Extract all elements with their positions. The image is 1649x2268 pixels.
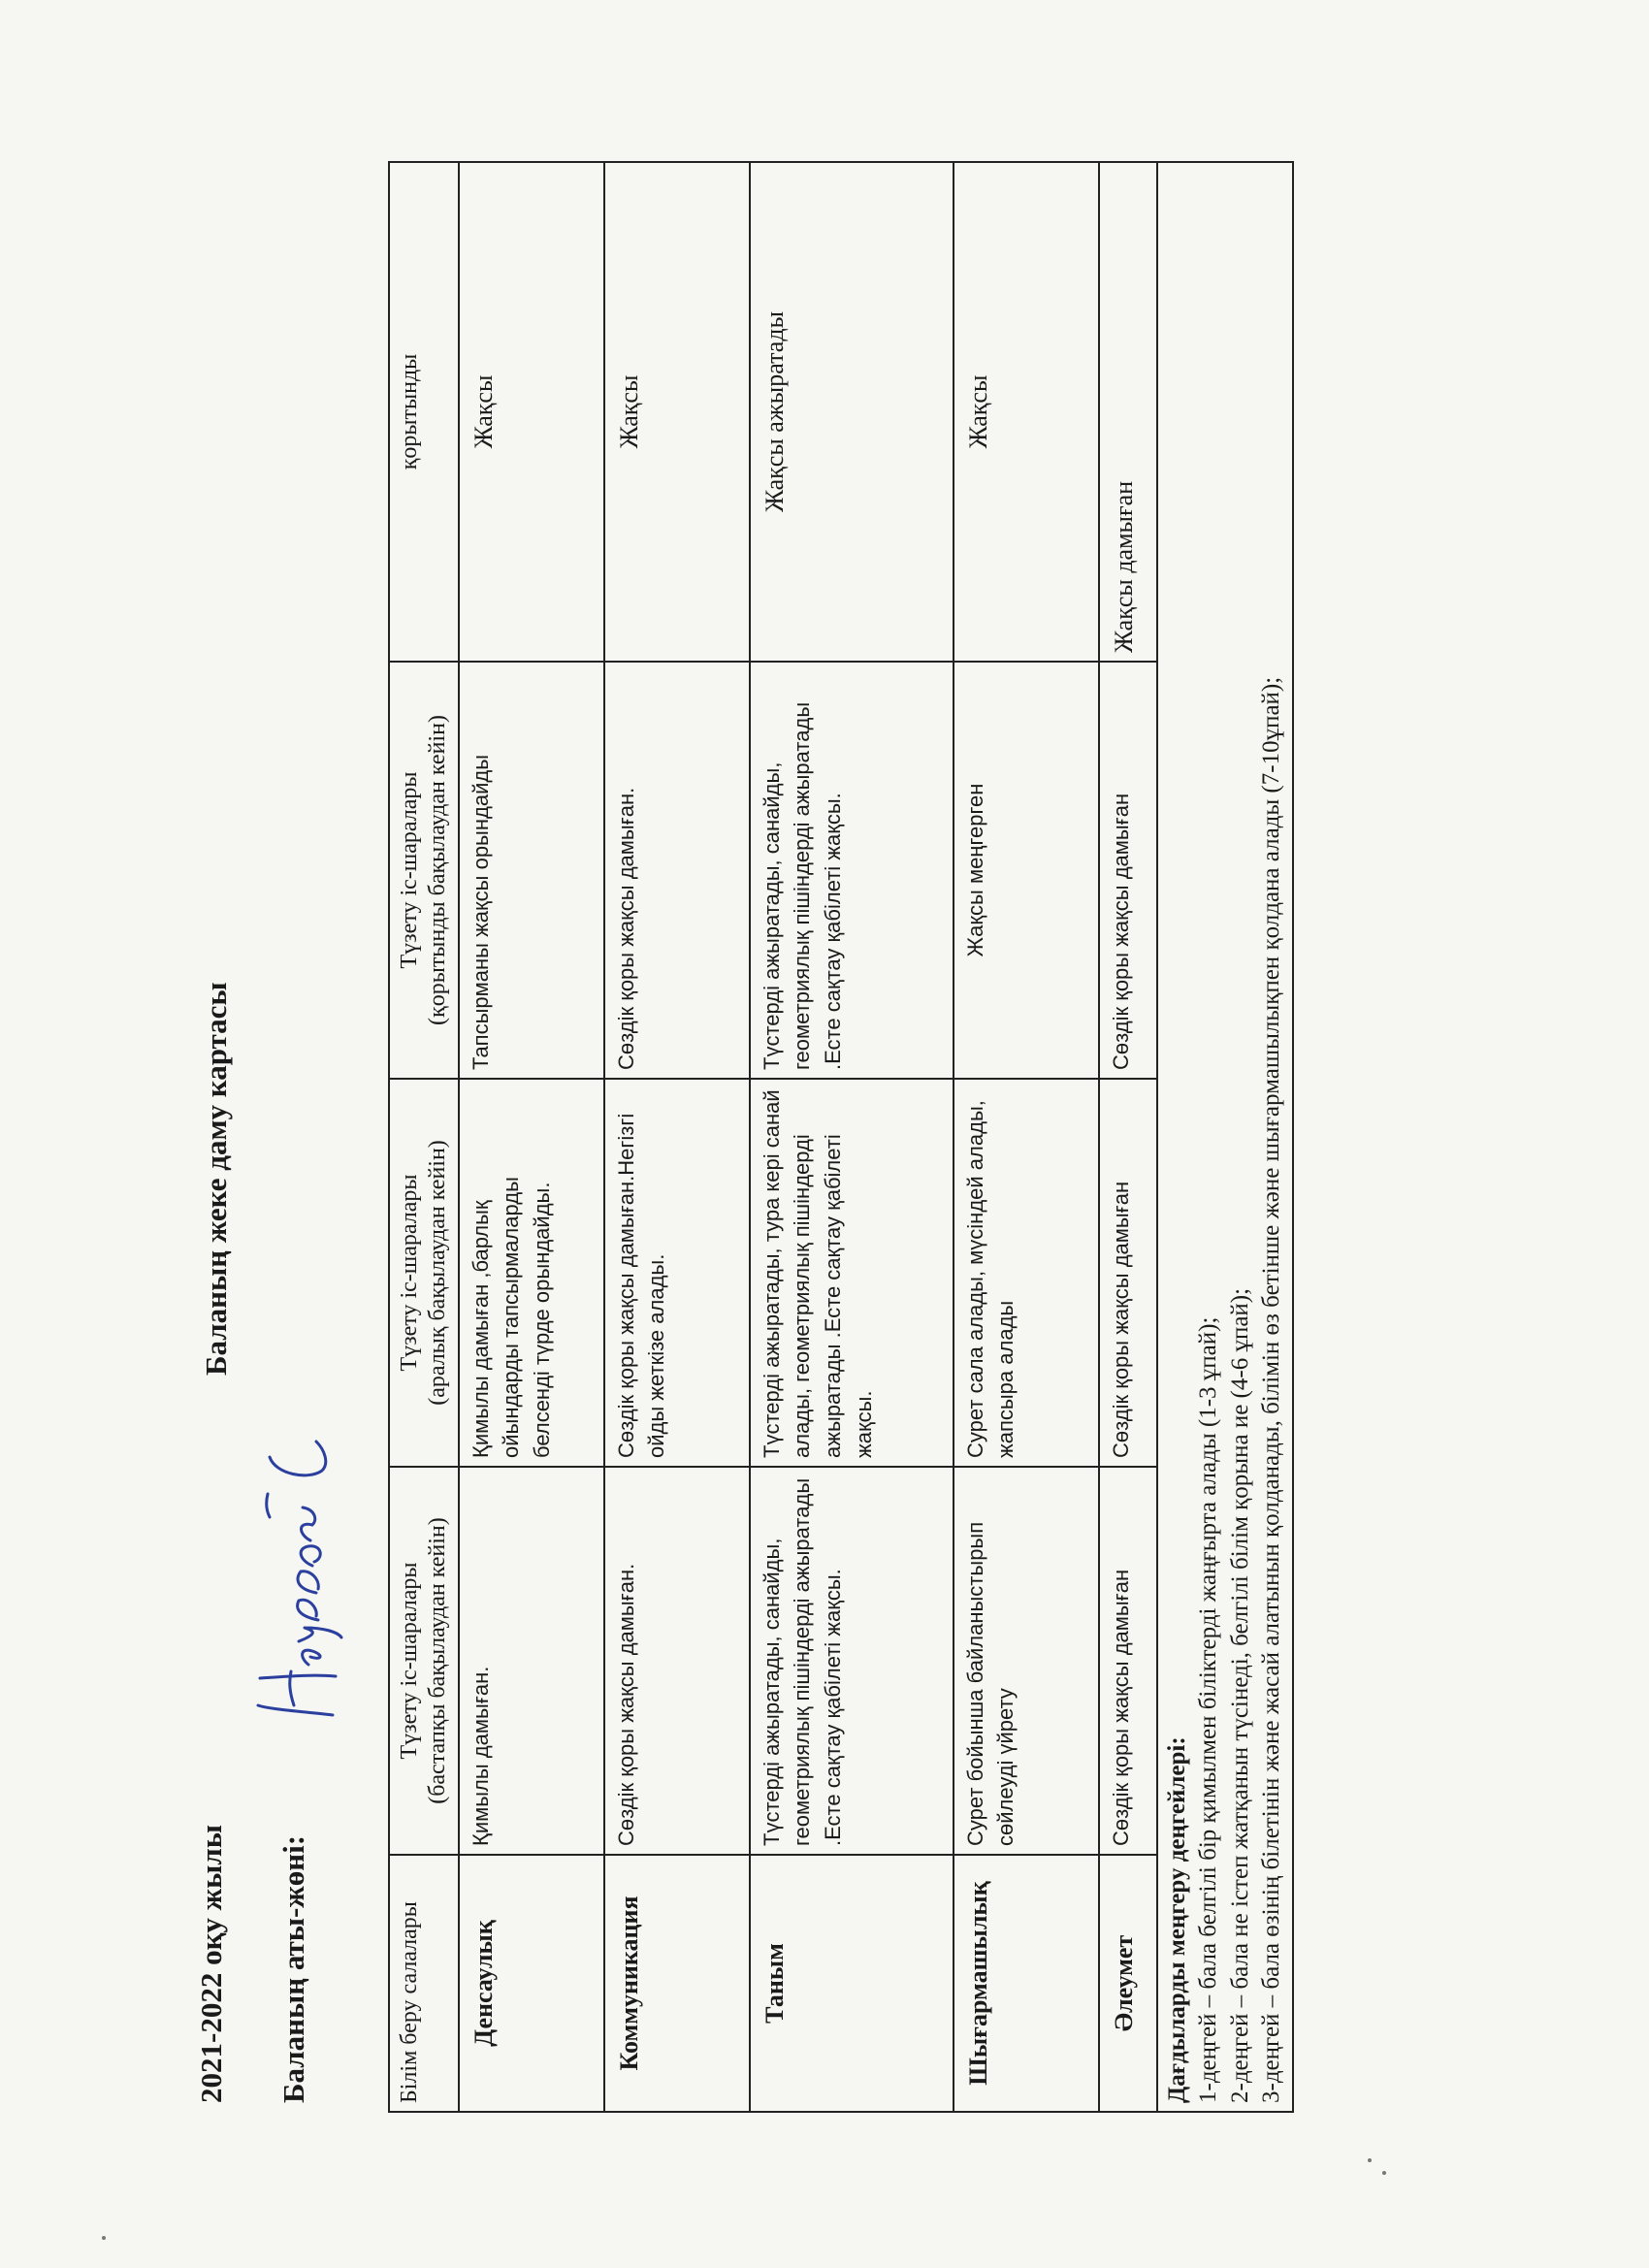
legend-level-1: 1-деңгей – бала белгілі бір қимылмен біліктерді жаңғырта алады (1-3 ұпай); [1195, 1316, 1222, 2103]
intermediate-cell: Түстерді ажыратады, тура кері санай алады, геометриялық пішіндерді ажыратады .Есте сақтау қабілеті жақсы. [750, 1079, 954, 1467]
intermediate-cell: Сурет сала алады, мүсіндей алады, жапсыра алады [954, 1079, 1099, 1467]
initial-cell: Сөздік қоры жақсы дамыған. [604, 1467, 750, 1855]
handwritten-name-signature [241, 1414, 347, 1725]
legend-level-2: 2-деңгей – бала не істеп жатқанын түсінеді, белгілі білім қорына ие (4-6 ұпай); [1226, 1287, 1253, 2103]
result-cell: Жақсы [459, 162, 604, 662]
legend-level-3: 3-деңгей – бала өзінің білетінін және жасай алатынын қолданады, білімін өз бетінше және шығармашылықпен қолдана алады (7-10ұпай); [1258, 676, 1285, 2103]
area-cell: Денсаулық [459, 1855, 604, 2112]
final-cell: Сөздік қоры жақсы дамыған. [604, 662, 750, 1079]
development-map-table-container [388, 163, 1397, 2113]
column-header-area: Білім беру салалары [389, 1855, 459, 2112]
child-name-label: Баланың аты-жөні: [276, 1834, 310, 2103]
initial-cell: Қимылы дамыған. [459, 1467, 604, 1855]
table-row [954, 162, 1099, 2112]
academic-year: 2021-2022 оқу жылы [194, 1825, 228, 2103]
scan-speck [102, 2236, 106, 2240]
column-header-final: Түзету іс-шаралары (қорытынды бақылаудан кейін) [389, 662, 459, 1079]
table-header-row [389, 162, 459, 2112]
result-cell: Жақсы [604, 162, 750, 662]
intermediate-cell: Қимылы дамыған ,барлық ойындарды тапсырмаларды белсенді түрде орындайды. [459, 1079, 604, 1467]
initial-cell: Сурет бойынша байланыстырып сөйлеуді үйрету [954, 1467, 1099, 1855]
column-header-intermediate: Түзету іс-шаралары (аралық бақылаудан кейін) [389, 1079, 459, 1467]
area-cell: Әлеумет [1099, 1855, 1157, 2112]
final-cell: Жақсы меңгерген [954, 662, 1099, 1079]
table-row [604, 162, 750, 2112]
legend-title: Дағдыларды меңгеру деңгейлері: [1163, 1736, 1190, 2103]
scan-speck [1382, 2171, 1386, 2175]
skill-levels-legend [1157, 162, 1293, 2112]
column-header-initial: Түзету іс-шаралары (бастапқы бақылаудан кейін) [389, 1467, 459, 1855]
result-cell: Жақсы [954, 162, 1099, 662]
final-cell: Түстерді ажыратады, санайды, геометриялық пішіндерді ажыратады .Есте сақтау қабілеті жақсы. [750, 662, 954, 1079]
document-title: Баланың жеке даму картасы [199, 982, 233, 1376]
area-cell: Таным [750, 1855, 954, 2112]
final-cell: Тапсырманы жақсы орындайды [459, 662, 604, 1079]
final-cell: Сөздік қоры жақсы дамыған [1099, 662, 1157, 1079]
legend-row [1157, 162, 1293, 2112]
result-cell: Жақсы ажыратады [750, 162, 954, 662]
area-cell: Коммуникация [604, 1855, 750, 2112]
table-row [1099, 162, 1157, 2112]
development-map-table [388, 161, 1294, 2113]
initial-cell: Сөздік қоры жақсы дамыған [1099, 1467, 1157, 1855]
column-header-result: қорытынды [389, 162, 459, 662]
area-cell: Шығармашылық [954, 1855, 1099, 2112]
table-row [459, 162, 604, 2112]
initial-cell: Түстерді ажыратады, санайды, геометриялық пішіндерді ажыратады .Есте сақтау қабілеті жақсы. [750, 1467, 954, 1855]
intermediate-cell: Сөздік қоры жақсы дамыған [1099, 1079, 1157, 1467]
result-cell: Жақсы дамыған [1099, 162, 1157, 662]
table-row [750, 162, 954, 2112]
scan-speck [1368, 2158, 1372, 2162]
intermediate-cell: Сөздік қоры жақсы дамыған.Негізгі ойды жеткізе алады. [604, 1079, 750, 1467]
